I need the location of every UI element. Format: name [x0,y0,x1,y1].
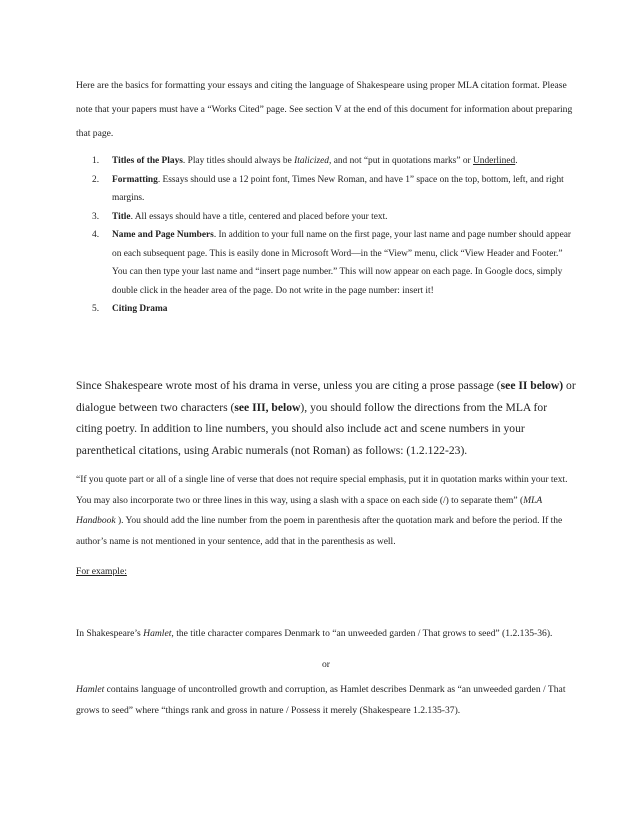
formatting-rules-list [76,152,576,319]
cross-reference: see II below) [500,379,564,392]
handbook-title: MLA Handbook [76,495,543,526]
list-item [76,171,576,208]
example-one [76,624,576,644]
list-number: 5. [92,304,100,314]
list-number: 4. [92,230,100,240]
list-number: 2. [92,174,100,185]
rule-title: Citing Drama [112,304,168,314]
list-item [76,226,576,300]
intro-paragraph [76,74,576,146]
rule-title: Formatting [112,174,158,185]
rule-title: Name and Page Numbers [112,230,214,240]
paragraph-text: Since Shakespeare wrote most of his drama in verse, unless you are citing a prose passage ( [76,379,501,392]
example-text: contains language of uncontrolled growth and corruption, as Hamlet describes Denmark as “an unweeded garden / That grows to seed” where “things rank and gross in nature / Possess it merely (Shakespeare 1.2.135-37). [76,684,566,716]
rule-title: Title [112,211,131,222]
rule-italic-text: Italicized, [294,156,332,166]
list-item [76,152,576,171]
play-title: Hamlet [143,628,172,639]
paragraph-text: or dialogue between two characters ( [76,379,576,414]
rule-text: . All essays should have a title, centered and placed before your text. [130,211,388,222]
list-number: 1. [92,156,100,166]
list-item [76,300,576,319]
paragraph-text: ), you should follow the directions from the MLA for citing poetry. In addition to line numbers, you should also include act and scene numbers in your parenthetical citations, using Arabic numerals (not Roman) as follows: (1.2.122-23). [76,400,548,457]
or-separator: or [322,659,330,670]
paragraph-text: ). You should add the line number from the poem in parenthesis after the quotation mark and before the period. If the author’s name is not mentioned in your sentence, add that in the parenthesis as well. [76,516,563,547]
rule-title: Titles of the Plays [112,156,183,166]
paragraph-text: “If you quote part or all of a single line of verse that does not require special emphasis, put it in quotation marks within your text. You may also incorporate two or three lines in this way, using a slash with a space on each side (/) to separate them” ( [76,475,568,506]
intro-text: Here are the basics for formatting your essays and citing the language of Shakespeare using proper MLA citation format. Please note that your papers must have a “Works Cited” page. See section V at the end of this document for information about preparing that page. [76,80,573,139]
rule-text: and not “put in quotations marks” or [331,156,473,166]
rule-text: . Play titles should always be [182,156,295,166]
example-text: , the title character compares Denmark to “an unweeded garden / That grows to seed” (1.2.135-36). [171,628,553,639]
play-title: Hamlet [76,684,105,695]
verse-citation-paragraph [76,375,576,461]
rule-text: . Essays should use a 12 point font, Times New Roman, and have 1” space on the top, bottom, left, and right margins. [112,174,564,203]
rule-text: . In addition to your full name on the first page, your last name and page number should appear on each subsequent page. This is easily done in Microsoft Word—in the “View” menu, click “View Header and Footer.” You can then type your last name and “insert page number.” This will now appear on each page. In Google docs, simply double click in the header area of the page. Do not write in the page number: insert it! [112,230,572,296]
rule-underlined-text: Underlined [473,156,516,166]
rule-text: . [515,156,518,166]
list-item [76,208,576,227]
list-number: 3. [92,211,100,222]
mla-quote-paragraph [76,470,576,552]
example-text: In Shakespeare’s [76,628,144,639]
cross-reference: see III, below [234,400,301,414]
for-example-heading: For example: [76,566,127,577]
for-example-heading-block [76,562,576,582]
example-two [76,679,576,721]
